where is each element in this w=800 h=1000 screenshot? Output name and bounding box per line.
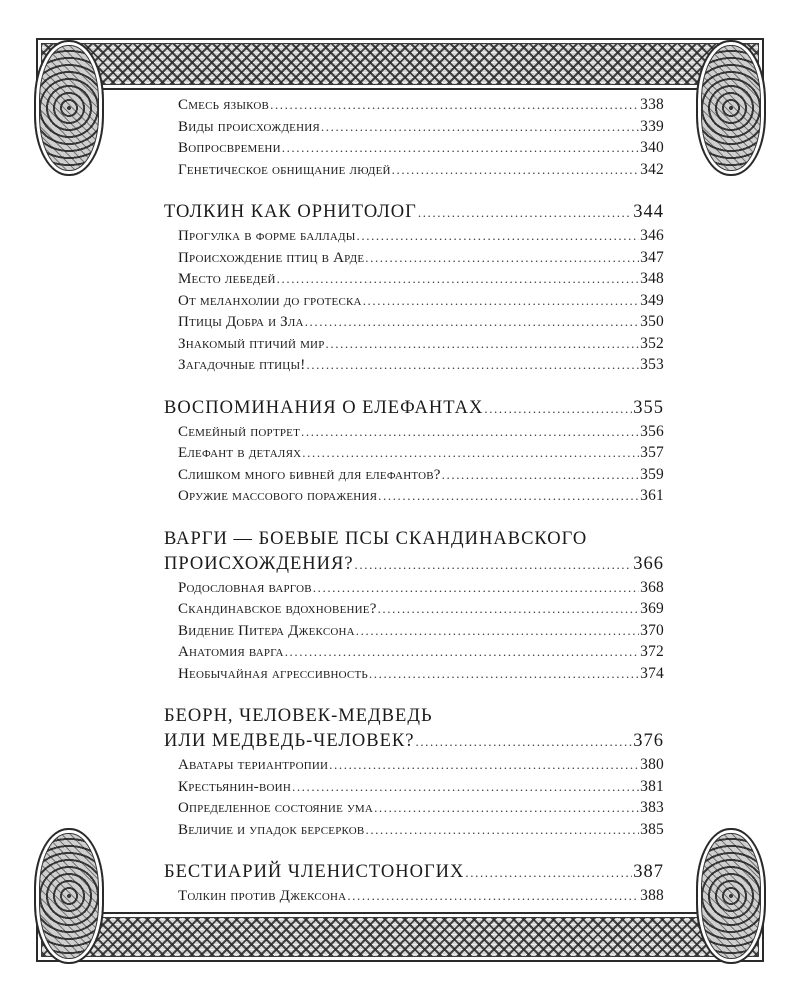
toc-chapter-beorn: [164, 706, 664, 842]
leader-dots: [365, 250, 639, 266]
toc-entry-title: Место лебедей: [178, 271, 276, 287]
leader-dots: [301, 424, 639, 440]
toc-entry[interactable]: [164, 118, 664, 140]
toc-entry-page: 339: [640, 117, 664, 135]
toc-section-continued: [164, 96, 664, 182]
leader-dots: [356, 623, 639, 639]
toc-entry-title: Прогулка в форме баллады: [178, 228, 356, 244]
toc-chapter-title: ПРОИСХОЖДЕНИЯ?: [164, 553, 354, 574]
toc-chapter-ornithologist: [164, 202, 664, 378]
leader-dots: [329, 757, 639, 773]
toc-entry[interactable]: [164, 821, 664, 843]
toc-entry-title: Толкин против Джексона: [178, 888, 347, 904]
leader-dots: [418, 205, 632, 221]
toc-entry[interactable]: [164, 600, 664, 622]
toc-entry[interactable]: [164, 887, 664, 909]
toc-chapter-page: 355: [633, 397, 664, 418]
leader-dots: [305, 314, 639, 330]
toc-entry-page: 369: [640, 600, 664, 617]
toc-entry-title: Птицы Добра и Зла: [178, 314, 304, 330]
toc-entry[interactable]: [164, 622, 664, 644]
celtic-knot-corner-bottom-right: [696, 828, 766, 964]
toc-entry-title: Родословная варгов: [178, 579, 312, 596]
toc-chapter-heading[interactable]: [164, 398, 664, 423]
toc-entry-page: 361: [640, 487, 664, 504]
leader-dots: [365, 822, 639, 838]
toc-entry-title: Величие и упадок берсерков: [178, 821, 365, 838]
leader-dots: [392, 162, 639, 178]
toc-entry-page: 349: [640, 291, 664, 309]
leader-dots: [465, 865, 632, 881]
toc-chapter-title: ВОСПОМИНАНИЯ О ЕЛЕФАНТАХ: [164, 397, 484, 418]
toc-entry[interactable]: [164, 139, 664, 161]
toc-chapter-arthropods: [164, 862, 664, 909]
toc-entry-page: 346: [640, 227, 664, 244]
leader-dots: [326, 336, 640, 352]
toc-chapter-title-line: БЕОРН, ЧЕЛОВЕК-МЕДВЕДЬ: [164, 706, 433, 726]
toc-entry-title: Знакомый птичий мир: [178, 335, 325, 352]
toc-entry[interactable]: [164, 799, 664, 821]
toc-entry-page: 347: [640, 248, 664, 266]
toc-entry-page: 385: [640, 820, 664, 838]
toc-entry[interactable]: [164, 96, 664, 118]
toc-entry[interactable]: [164, 487, 664, 509]
leader-dots: [313, 580, 639, 596]
leader-dots: [374, 800, 639, 816]
toc-entry-page: 357: [640, 444, 664, 461]
leader-dots: [347, 888, 639, 904]
leader-dots: [270, 97, 639, 113]
toc-entry-title: Определенное состояние ума: [178, 800, 374, 816]
toc-entry-page: 340: [640, 139, 664, 156]
leader-dots: [378, 601, 640, 617]
toc-chapter-page: 376: [633, 731, 664, 751]
leader-dots: [415, 734, 632, 750]
table-of-contents: [164, 96, 664, 929]
celtic-knot-corner-top-right: [696, 40, 766, 176]
toc-entry-page: 370: [640, 621, 664, 639]
toc-chapter-page: 387: [633, 862, 664, 882]
toc-entry[interactable]: [164, 161, 664, 183]
leader-dots: [306, 357, 639, 373]
leader-dots: [484, 401, 632, 417]
toc-chapter-heading[interactable]: [164, 862, 664, 887]
toc-entry[interactable]: [164, 643, 664, 665]
leader-dots: [442, 467, 639, 483]
toc-entry-page: 383: [640, 799, 664, 816]
toc-chapter-page: 366: [633, 553, 664, 574]
toc-entry[interactable]: [164, 778, 664, 800]
toc-entry[interactable]: [164, 227, 664, 249]
toc-entry-page: 352: [640, 334, 664, 352]
toc-entry-title: Происхождение птиц в Арде: [178, 249, 365, 266]
toc-entry-title: Загадочные птицы!: [178, 357, 306, 373]
toc-chapter-title: ИЛИ МЕДВЕДЬ-ЧЕЛОВЕК?: [164, 731, 415, 751]
leader-dots: [355, 557, 633, 573]
leader-dots: [369, 666, 639, 682]
toc-entry-title: Скандинавское вдохновение?: [178, 601, 377, 617]
toc-entry-title: Смесь языков: [178, 97, 270, 113]
toc-chapter-page: 344: [633, 202, 664, 222]
toc-entry-title: От меланхолии до гротеска: [178, 292, 362, 309]
toc-entry-page: 381: [640, 777, 664, 795]
toc-entry-page: 348: [640, 270, 664, 287]
leader-dots: [302, 445, 639, 461]
leader-dots: [282, 140, 639, 156]
leader-dots: [363, 293, 639, 309]
celtic-knot-corner-bottom-left: [34, 828, 104, 964]
toc-chapter-heading[interactable]: [164, 554, 664, 579]
toc-entry-page: 342: [640, 160, 664, 178]
toc-entry[interactable]: [164, 665, 664, 687]
toc-entry-page: 374: [640, 664, 664, 682]
toc-entry-title: Елефант в деталях: [178, 445, 302, 461]
ornamental-border-top: [36, 38, 764, 90]
toc-entry[interactable]: [164, 423, 664, 445]
toc-chapter-heading[interactable]: [164, 731, 664, 756]
toc-entry-title: Вопросвремени: [178, 140, 281, 156]
leader-dots: [321, 119, 639, 135]
leader-dots: [378, 488, 639, 504]
toc-chapter-title: БЕСТИАРИЙ ЧЛЕНИСТОНОГИХ: [164, 862, 465, 882]
toc-entry[interactable]: [164, 270, 664, 292]
toc-entry-page: 368: [640, 578, 664, 596]
toc-entry[interactable]: [164, 249, 664, 271]
toc-entry-title: Анатомия варга: [178, 644, 284, 660]
toc-entry-title: Виды происхождения: [178, 118, 320, 135]
toc-entry-page: 380: [640, 756, 664, 773]
toc-entry-page: 338: [640, 96, 664, 113]
toc-entry-title: Аватары териантропии: [178, 757, 329, 773]
toc-chapter-wargs: [164, 529, 664, 687]
toc-entry[interactable]: [164, 292, 664, 314]
toc-entry[interactable]: [164, 444, 664, 466]
leader-dots: [285, 644, 639, 660]
toc-entry-title: Видение Питера Джексона: [178, 622, 355, 639]
toc-entry[interactable]: [164, 313, 664, 335]
toc-entry-page: 353: [640, 356, 664, 373]
toc-entry-title: Генетическое обнищание людей: [178, 161, 391, 178]
leader-dots: [277, 271, 639, 287]
toc-entry[interactable]: [164, 466, 664, 488]
toc-entry-title: Слишком много бивней для елефантов?: [178, 466, 441, 483]
toc-entry[interactable]: [164, 579, 664, 601]
toc-chapter-heading[interactable]: [164, 202, 664, 227]
toc-chapter-elephants: [164, 398, 664, 509]
leader-dots: [357, 228, 640, 244]
toc-entry-page: 356: [640, 422, 664, 440]
toc-entry-title: Крестьянин-воин: [178, 778, 291, 795]
toc-entry-page: 388: [640, 887, 664, 904]
toc-entry-page: 350: [640, 313, 664, 330]
toc-entry-title: Оружие массового поражения: [178, 488, 378, 504]
toc-entry-page: 359: [640, 465, 664, 483]
toc-entry[interactable]: [164, 356, 664, 378]
toc-chapter-title-line: ВАРГИ — БОЕВЫЕ ПСЫ СКАНДИНАВСКОГО: [164, 528, 588, 549]
toc-entry[interactable]: [164, 756, 664, 778]
toc-chapter-title: ТОЛКИН КАК ОРНИТОЛОГ: [164, 202, 417, 222]
celtic-knot-corner-top-left: [34, 40, 104, 176]
toc-entry[interactable]: [164, 335, 664, 357]
toc-entry-title: Семейный портрет: [178, 423, 301, 440]
toc-entry-page: 372: [640, 643, 664, 660]
toc-entry-title: Необычайная агрессивность: [178, 665, 368, 682]
leader-dots: [292, 779, 639, 795]
